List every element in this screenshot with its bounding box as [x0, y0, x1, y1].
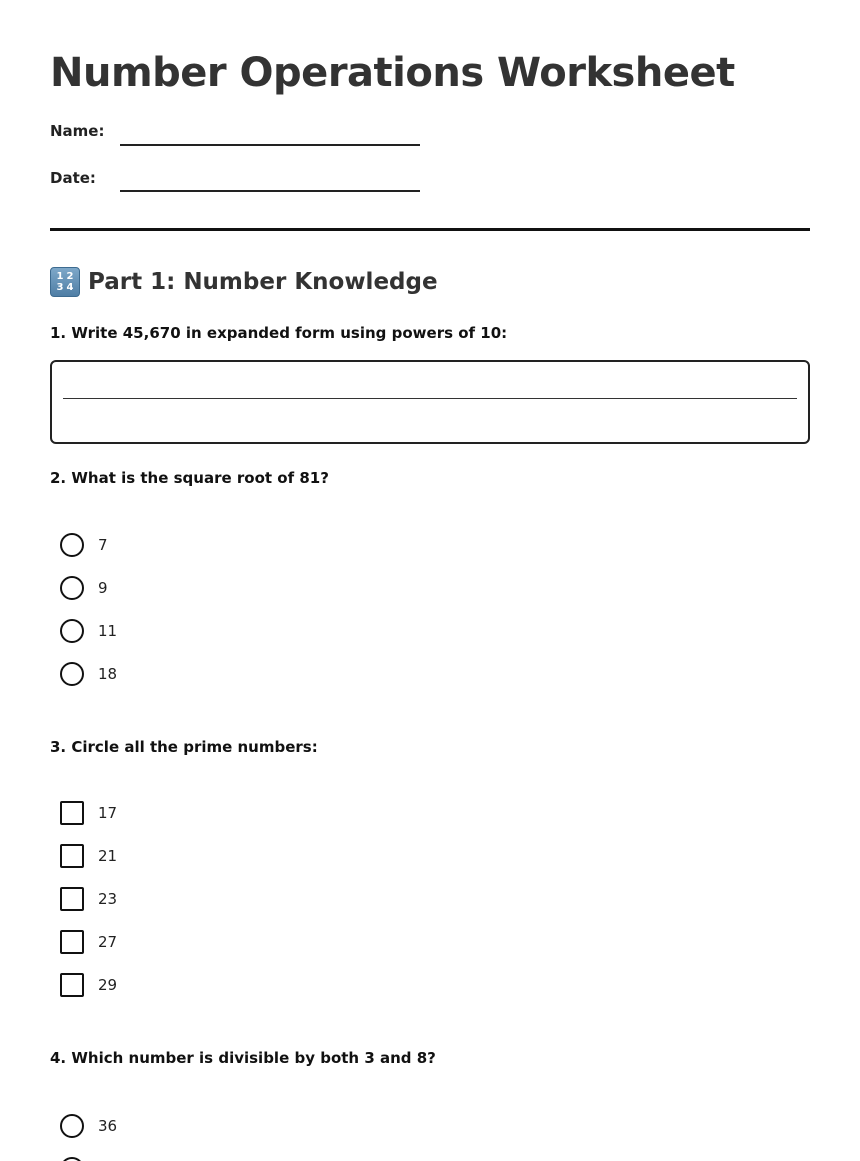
option-label: 17 — [98, 804, 118, 822]
radio-button[interactable] — [60, 619, 84, 643]
option-label: 9 — [98, 579, 108, 597]
option-label: 23 — [98, 890, 118, 908]
worksheet-title: Number Operations Worksheet — [50, 50, 735, 96]
option-label: 21 — [98, 847, 118, 865]
section-part-1-heading — [50, 266, 438, 298]
q2-option-2[interactable] — [60, 576, 108, 600]
q2-option-3[interactable] — [60, 619, 117, 643]
q3-option-4[interactable] — [60, 930, 117, 954]
checkbox[interactable] — [60, 887, 84, 911]
option-label: 27 — [98, 933, 118, 951]
question-2: 2. What is the square root of 81? — [50, 469, 329, 487]
icon-digit: 3 — [56, 282, 64, 293]
q4-option-2[interactable] — [60, 1157, 84, 1161]
q3-option-5[interactable] — [60, 973, 117, 997]
question-3: 3. Circle all the prime numbers: — [50, 738, 318, 756]
q3-option-2[interactable] — [60, 844, 117, 868]
answer-box-q1[interactable] — [50, 360, 810, 444]
checkbox[interactable] — [60, 844, 84, 868]
q4-option-1[interactable] — [60, 1114, 117, 1138]
radio-button[interactable] — [60, 662, 84, 686]
question-4: 4. Which number is divisible by both 3 and 8? — [50, 1049, 436, 1067]
question-1: 1. Write 45,670 in expanded form using powers of 10: — [50, 324, 508, 342]
date-label: Date: — [50, 169, 96, 187]
name-field[interactable] — [120, 144, 420, 146]
radio-button[interactable] — [60, 533, 84, 557]
section-title: Part 1: Number Knowledge — [88, 269, 438, 295]
q3-option-1[interactable] — [60, 801, 117, 825]
name-label: Name: — [50, 122, 105, 140]
option-label: 18 — [98, 665, 118, 683]
header-divider — [50, 228, 810, 231]
option-label: 11 — [98, 622, 118, 640]
radio-button[interactable] — [60, 576, 84, 600]
option-label: 29 — [98, 976, 118, 994]
answer-line — [63, 398, 797, 399]
input-numbers-icon — [50, 267, 80, 297]
icon-digit: 1 — [56, 271, 64, 282]
radio-button[interactable] — [60, 1157, 84, 1161]
checkbox[interactable] — [60, 930, 84, 954]
icon-digit: 2 — [66, 271, 74, 282]
option-label: 7 — [98, 536, 108, 554]
q2-option-4[interactable] — [60, 662, 117, 686]
checkbox[interactable] — [60, 973, 84, 997]
icon-digit: 4 — [66, 282, 74, 293]
q3-option-3[interactable] — [60, 887, 117, 911]
date-field[interactable] — [120, 190, 420, 192]
checkbox[interactable] — [60, 801, 84, 825]
radio-button[interactable] — [60, 1114, 84, 1138]
option-label: 36 — [98, 1117, 118, 1135]
q2-option-1[interactable] — [60, 533, 108, 557]
